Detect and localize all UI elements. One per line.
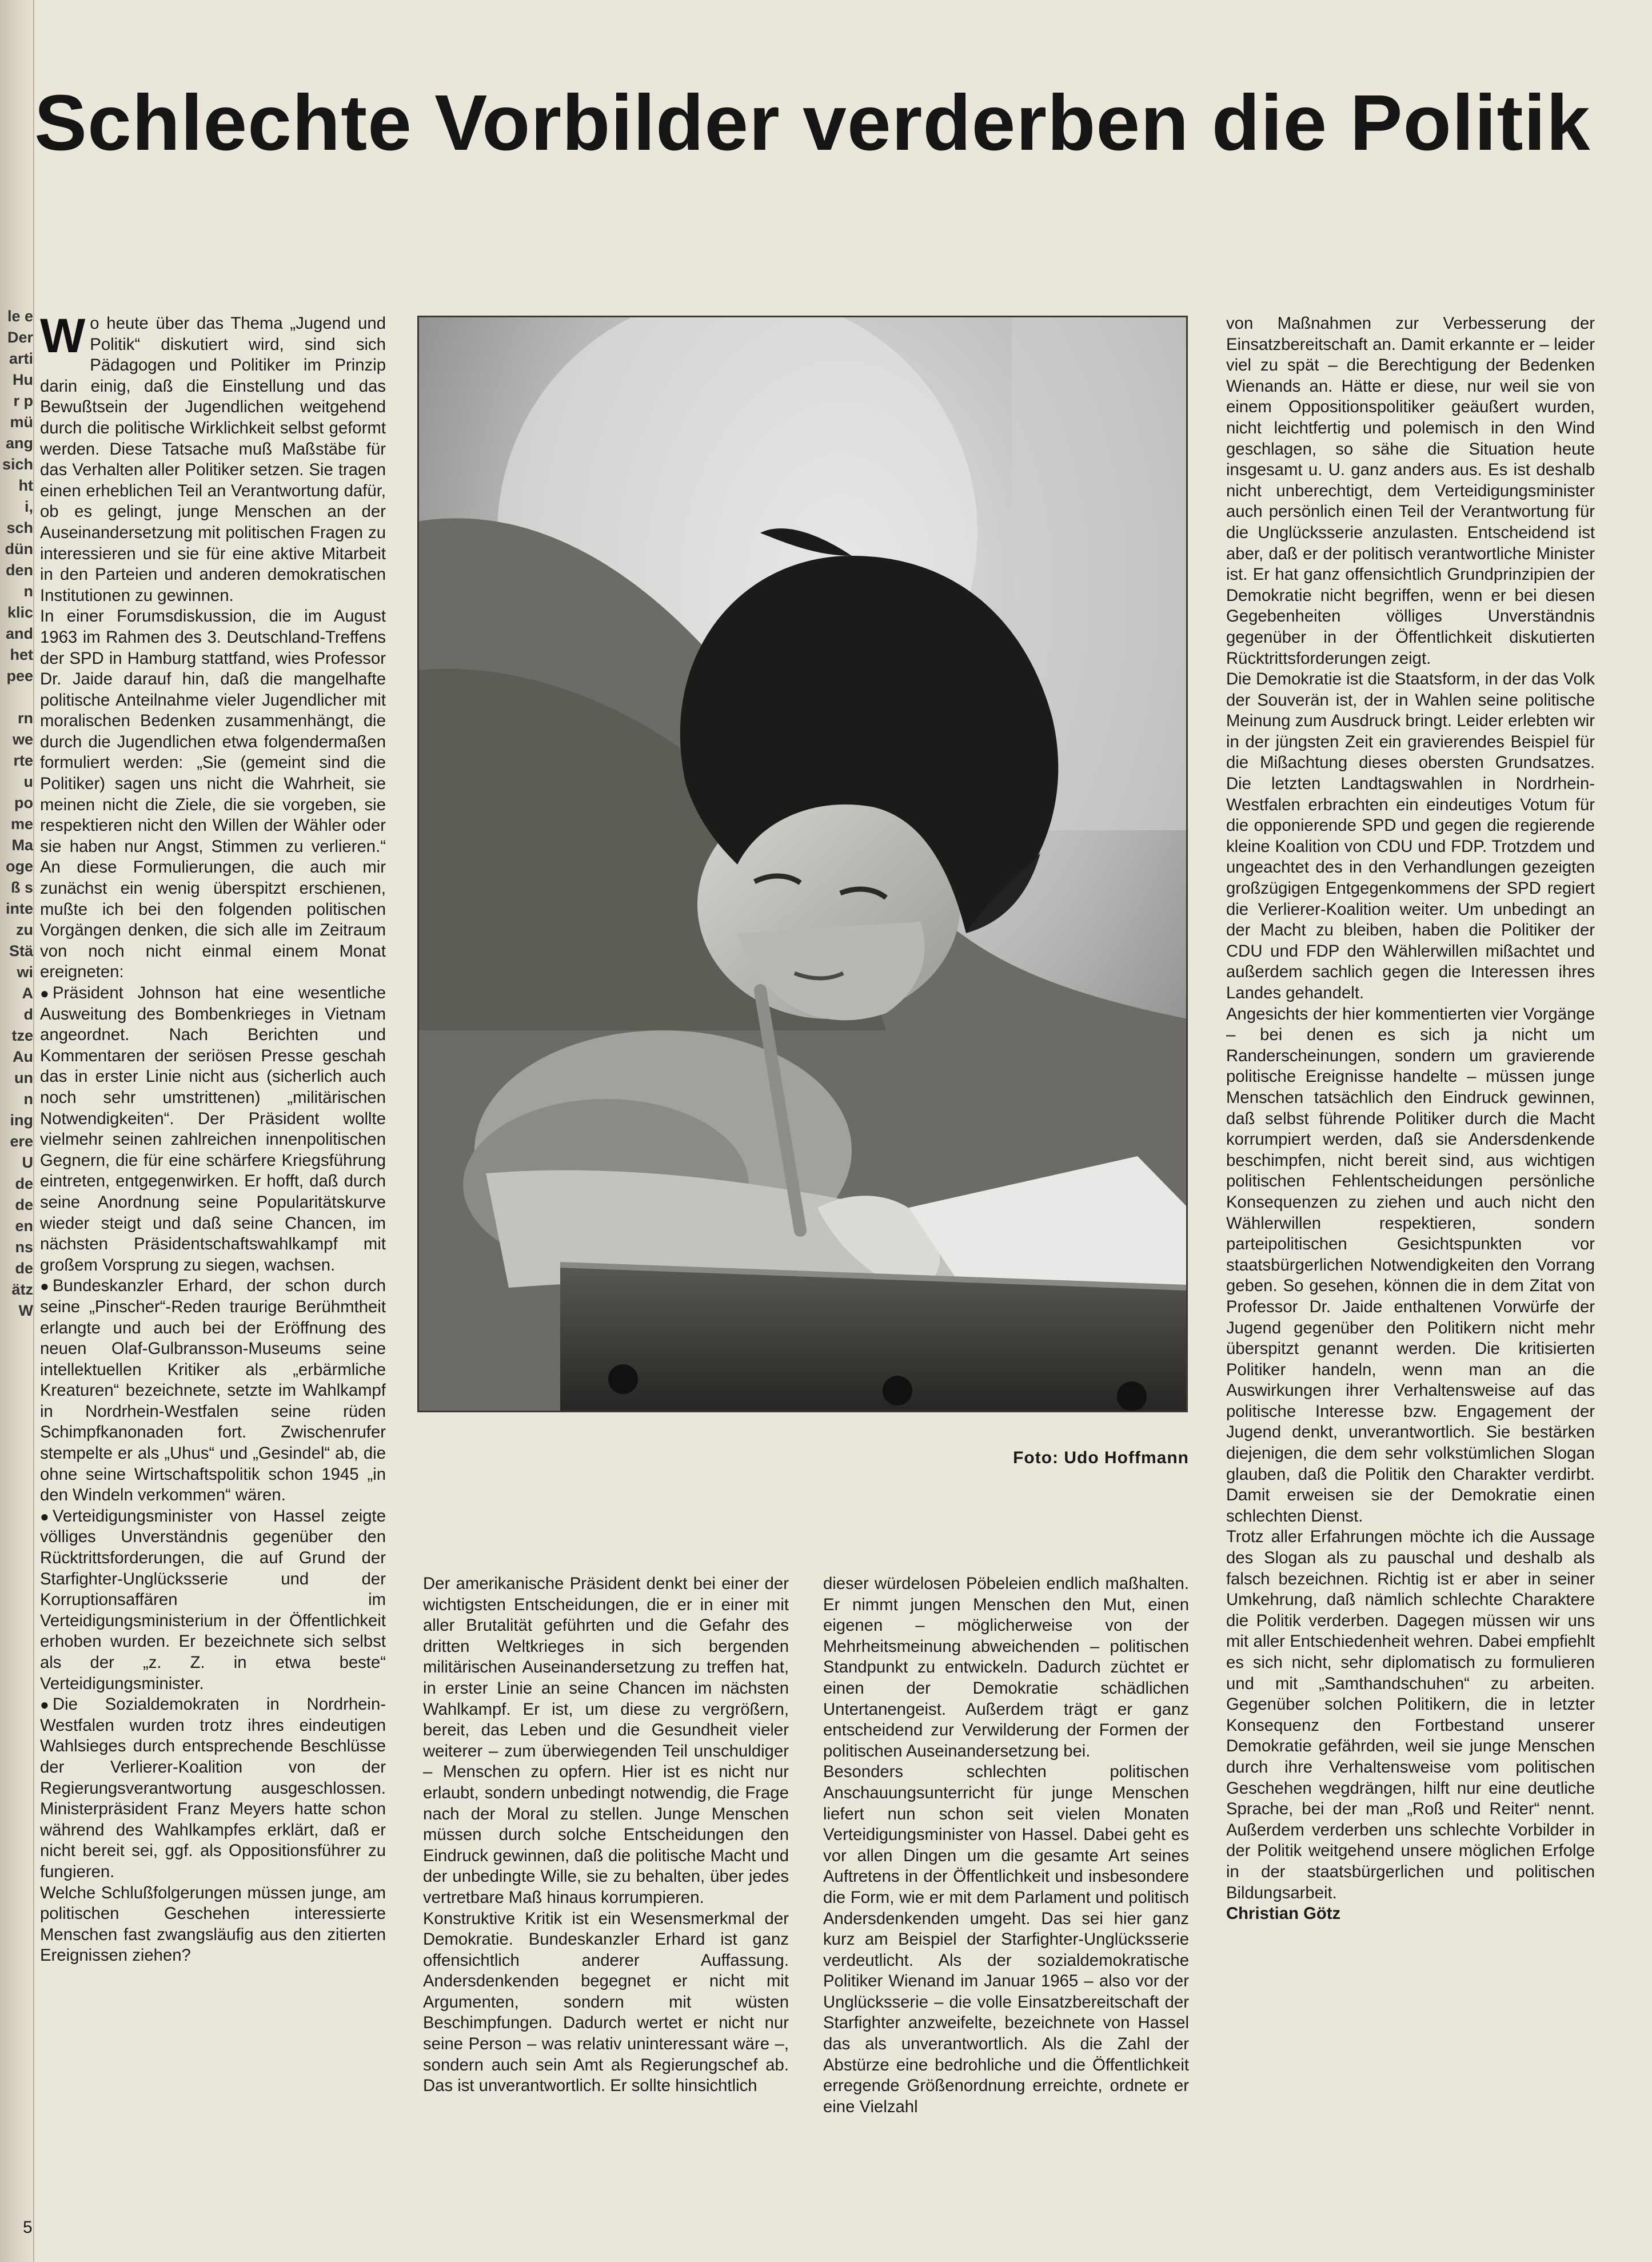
margin-fragment: mü: [10, 413, 33, 431]
margin-fragment: r p: [13, 392, 33, 409]
margin-fragment: sch: [6, 519, 33, 536]
paragraph-text: Die Sozialdemokraten in Nordrhein-Westfalen wurden trotz ihres eindeutigen Wahlsieges durch entsprechende Beschlüsse der Verlierer-Koalition von der Regierungsverantwortung ausgeschlossen. Ministerpräsident Franz Meyers hatte schon während des Wahlkampfes erklärt, daß er nicht bereit sei, ggf. als Oppositionsführer zu fungieren.: [40, 1695, 386, 1881]
headline: Schlechte Vorbilder verderben die Politik: [34, 79, 1591, 168]
margin-fragment: ang: [5, 435, 33, 452]
paragraph: [1226, 313, 1595, 669]
margin-fragment: klic: [7, 604, 33, 621]
margin-fragment: d: [23, 1006, 33, 1023]
paragraph: [40, 313, 386, 606]
paragraph-text: Der amerikanische Präsident denkt bei einer der wichtigsten Entscheidungen, die er in einer mit aller Brutalität geführten und die Gefahr des dritten Weltkrieges in sich bergenden militärischen Auseinandersetzung zu treffen hat, in erster Linie an seine Chancen im nächsten Wahlkampf. Er ist, um diese zu vergrößern, bereit, das Leben und die Gesundheit vieler weiterer – zum überwiegenden Teil unschuldiger – Menschen zu opfern. Hier ist es nicht nur erlaubt, sondern unbedingt notwendig, die Frage nach der Moral zu stellen. Junge Menschen müssen durch solche Entscheidungen den Eindruck gewinnen, daß die politische Macht und der unbedingte Wille, sie zu behalten, über jedes vertretbare Maß hinaus korrumpieren.: [423, 1574, 789, 1907]
margin-fragment: Der: [7, 329, 33, 346]
margin-fragment: A: [22, 985, 33, 1002]
photo-credit: Foto: Udo Hoffmann: [1013, 1448, 1189, 1467]
margin-fragment: dün: [5, 540, 33, 557]
paragraph-text: Präsident Johnson hat eine wesentliche Ausweitung des Bombenkrieges in Vietnam angeordnet. Nach Berichten und Kommentaren der seriösen Presse geschah das in erster Linie nicht aus (sicherlich auch noch sehr umstrittenen) „militärischen Notwendigkeiten“. Der Präsident wollte vielmehr seinen zahlreichen innenpolitischen Gegnern, die für eine schärfere Kriegsführung eintreten, entgegenwirken. Er hofft, daß durch seine Anordnung seine Popularitätskurve wieder steigt und daß seine Chancen, im nächsten Präsidentschaftswahlkampf mit großem Vorsprung zu siegen, wachsen.: [40, 983, 386, 1275]
paragraph-text: Verteidigungsminister von Hassel zeigte völliges Unverständnis gegenüber den Rücktrittsforderungen, die auf Grund der Starfighter-Unglücksserie und der Korruptionsaffären im Verteidigungsministerium in der Öffentlichkeit erhoben wurden. Er bezeichnete sich selbst als der „z. Z. in etwa beste“ Verteidigungsminister.: [40, 1506, 386, 1693]
paragraph: [823, 1574, 1189, 1762]
article-photo: [417, 316, 1188, 1412]
paragraph-text: dieser würdelosen Pöbeleien endlich maßhalten. Er nimmt jungen Menschen den Mut, einen eigenen – möglicherweise von der Mehrheitsmeinung abweichenden – politischen Standpunkt zu entwickeln. Dadurch züchtet er einen der Demokratie schädlichen Untertanengeist. Außerdem trägt er ganz entscheidend zur Verwilderung der Formen der politischen Auseinandersetzung bei.: [823, 1574, 1189, 1761]
paragraph-text: In einer Forumsdiskussion, die im August 1963 im Rahmen des 3. Deutschland-Treffens der SPD in Hamburg stattfand, wies Professor Dr. Jaide darauf hin, daß die mangelhafte politische Anteilnahme vieler Jugendlicher mit moralischen Bedenken zusammenhängt, die durch die Jugendlichen etwa folgendermaßen formuliert werden: „Sie (gemeint sind die Politiker) sagen uns nicht die Wahrheit, sie meinen nicht die Ziele, die sie vorgeben, sie respektieren nicht den Willen der Wähler oder sie haben nur Angst, Stimmen zu verlieren.“ An diese Formulierungen, die auch mir zunächst ein wenig überspitzt erschienen, mußte ich bei den folgenden politischen Vorgängen denken, die sich alle im Zeitraum von noch nicht einmal einem Monat ereigneten:: [40, 607, 386, 982]
bullet-paragraph: [40, 1694, 386, 1882]
margin-fragment: n: [23, 1090, 33, 1108]
margin-fragment: ns: [15, 1238, 33, 1256]
bullet-dot-icon: ●: [40, 1696, 49, 1714]
paragraph: [1226, 1527, 1595, 1903]
margin-fragment: u: [23, 773, 33, 790]
margin-fragment: ätz: [11, 1281, 33, 1298]
margin-strip-previous-page: [0, 0, 34, 2262]
margin-fragment: sich: [2, 456, 33, 473]
margin-fragment: het: [10, 646, 33, 663]
paragraph-text: von Maßnahmen zur Verbesserung der Einsatzbereitschaft an. Damit erkannte er – leider viel zu spät – die Berechtigung der Bedenken Wienands an. Hätte er diese, nur weil sie von einem Oppositionspolitiker geäußert wurden, nicht leichtfertig und polemisch in den Wind geschlagen, so sähe die Situation heute insgesamt u. U. ganz anders aus. Es ist deshalb nicht unberechtigt, dem Verteidigungsminister auch persönlich einen Teil der Verantwortung für die Unglücksserie anzulasten. Entscheidend ist aber, daß er der politisch verantwortliche Minister ist. Er hat ganz offensichtlich Grundprinzipien der Demokratie nicht begriffen, wenn er bei diesen Gegebenheiten völliges Unverständnis gegenüber in der Öffentlichkeit diskutierten Rücktrittsforderungen zeigt.: [1226, 314, 1595, 668]
margin-fragment: po: [14, 794, 33, 811]
paragraph-text: Besonders schlechten politischen Anschauungsunterricht für junge Menschen liefert nun schon seit vielen Monaten Verteidigungsminister von Hassel. Dabei geht es vor allen Dingen um die gesamte Art seines Auftretens in der Öffentlichkeit und insbesondere die Form, wie er mit dem Parlament und politisch Andersdenkenden umgeht. Das sei hier ganz kurz am Beispiel der Starfighter-Unglücksserie verdeutlicht. Als der sozialdemokratische Politiker Wienand im Januar 1965 – also vor der Unglücksserie – die volle Einsatzbereitschaft der Starfighter anzweifelte, bezeichnete von Hassel das als unverantwortlich. Als die Zahl der Abstürze eine bedrohliche und die Öffentlichkeit erregende Größenordnung erreichte, ordnete er eine Vielzahl: [823, 1762, 1189, 2116]
margin-fragment: de: [15, 1260, 33, 1277]
margin-fragment: tze: [11, 1027, 33, 1044]
margin-fragment: pee: [6, 667, 33, 684]
bullet-paragraph: [40, 983, 386, 1276]
article-column-3: [823, 1574, 1189, 2185]
paragraph: [1226, 669, 1595, 1004]
paragraph-text: Welche Schlußfolgerungen müssen junge, am politischen Geschehen interessierte Menschen fast zwangsläufig aus den zitierten Ereignissen ziehen?: [40, 1883, 386, 1965]
margin-fragment: inte: [5, 900, 33, 917]
margin-fragment: ing: [10, 1112, 33, 1129]
margin-fragment: de: [15, 1175, 33, 1192]
article-column-1: [40, 313, 386, 2206]
paragraph-text: Konstruktive Kritik ist ein Wesensmerkmal der Demokratie. Bundeskanzler Erhard ist ganz offensichtlich anderer Auffassung. Andersdenkenden begegnet er nicht mit Argumenten, sondern mit wüsten Beschimpfungen. Dadurch wertet er nicht nur seine Person – was relativ uninteressant wäre –, sondern auch sein Amt als Regierungschef ab. Das ist unverantwortlich. Er sollte hinsichtlich: [423, 1909, 789, 2096]
paragraph-text: Bundeskanzler Erhard, der schon durch seine „Pinscher“-Reden traurige Berühmtheit erlangte und auch bei der Eröffnung des neuen Olaf-Gulbransson-Museums seine intellektuellen Kritiker als „erbärmliche Kreaturen“ bezeichnete, setzte im Wahlkampf in Nordrhein-Westfalen seine rüden Schimpfkanonaden fort. Zwischenrufer stempelte er als „Uhus“ und „Gesindel“ ab, die ohne seine Wirtschaftspolitik schon 1945 „in den Windeln verkommen“ wären.: [40, 1276, 386, 1505]
margin-fragment: U: [22, 1154, 33, 1171]
paragraph: [1226, 1004, 1595, 1527]
bullet-paragraph: [40, 1506, 386, 1694]
paragraph: [40, 606, 386, 983]
margin-fragment: W: [18, 1302, 33, 1319]
margin-fragment: wi: [17, 963, 33, 981]
margin-fragment: Ma: [11, 837, 33, 854]
paragraph-text: Trotz aller Erfahrungen möchte ich die Aussage des Slogan als zu pauschal und deshalb als falsch bezeichnen. Richtig ist er aber in seiner Umkehrung, daß nämlich schlechte Charaktere die Politik verderben. Dagegen müssen wir uns mit aller Entschiedenheit wehren. Dabei empfiehlt es sich nicht, sehr diplomatisch zu formulieren und mit „Samthandschuhen“ zu arbeiten. Gegenüber solchen Politikern, die in letzter Konsequenz den Fortbestand unserer Demokratie gefährden, weil sie junge Menschen durch ihre Verhaltensweise vom politischen Geschehen wegdrängen, hilft nur eine deutliche Sprache, bei der man „Roß und Reiter“ nennt. Außerdem verderben uns schlechte Vorbilder in der Politik weitgehend unsere möglichen Erfolge in der staatsbürgerlichen und politischen Bildungsarbeit.: [1226, 1527, 1595, 1902]
article-column-2: [423, 1574, 789, 2185]
margin-fragment: ht: [18, 477, 33, 494]
margin-fragment: rn: [18, 710, 33, 727]
paragraph-text: o heute über das Thema „Jugend und Politik“ diskutiert wird, sind sich Pädagogen und Politiker im Prinzip darin einig, daß die Einstellung und das Bewußtsein der Jugendlichen weitgehend durch die politische Wirklichkeit selbst geformt werden. Diese Tatsache muß Maßstäbe für das Verhalten aller Politiker setzen. Sie tragen einen erheblichen Teil an Verantwortung dafür, ob es gelingt, junge Menschen an der Auseinandersetzung mit politischen Fragen zu interessieren und sie für eine aktive Mitarbeit in den Parteien und anderen demokratischen Institutionen zu gewinnen.: [40, 314, 386, 605]
margin-fragment: oge: [5, 858, 33, 875]
paragraph: [423, 1574, 789, 1909]
margin-fragment: we: [12, 731, 33, 748]
margin-fragment: ere: [10, 1133, 33, 1150]
margin-fragment: n: [23, 583, 33, 600]
margin-fragment: ß s: [10, 879, 33, 896]
margin-fragment: arti: [9, 350, 33, 367]
margin-fragment: i,: [24, 498, 33, 515]
margin-fragment: Stä: [9, 942, 33, 959]
article-column-4: [1226, 313, 1595, 2200]
paragraph: [823, 1762, 1189, 2117]
paragraph-text: Die Demokratie ist die Staatsform, in der das Volk der Souverän ist, der in Wahlen seine politische Meinung zum Ausdruck bringt. Leider erlebten wir in der jüngsten Zeit ein gravierendes Beispiel für die Mißachtung dieses obersten Grundsatzes. Die letzten Landtagswahlen in Nordrhein-Westfalen erbrachten ein eindeutiges Votum für die opponierende SPD und gegen die regierende kleine Koalition von CDU und FDP. Trotzdem und ungeachtet des in den Verhandlungen gezeigten großzügigen Entgegenkommens der SPD regiert die Verlierer-Koalition weiter. Um unbedingt an der Macht zu bleiben, haben die Politiker der CDU und FDP den Wählerwillen mißachtet und außerdem sachlich gegen die Interessen ihres Landes gehandelt.: [1226, 670, 1595, 1002]
bullet-dot-icon: ●: [40, 985, 49, 1002]
paragraph: [40, 1883, 386, 1966]
margin-fragment: le e: [7, 308, 33, 325]
margin-fragment: un: [14, 1069, 33, 1086]
margin-fragment: Hu: [13, 371, 33, 388]
margin-fragment: en: [15, 1217, 33, 1234]
margin-fragment: zu: [16, 921, 33, 938]
author-signature: Christian Götz: [1226, 1904, 1341, 1924]
margin-fragment: rte: [13, 752, 33, 769]
bullet-dot-icon: ●: [40, 1507, 49, 1525]
margin-fragment: Au: [13, 1048, 33, 1065]
paragraph-text: Angesichts der hier kommentierten vier Vorgänge – bei denen es sich ja nicht um Randerscheinungen, sondern um gravierende politische Ereignisse handelte – müssen junge Menschen tatsächlich den Eindruck gewinnen, daß selbst führende Politiker durch die Macht korrumpiert werden, daß sie Andersdenkende beschimpfen, nicht bereit sind, aus wichtigen politischen Fehlentscheidungen persönliche Konsequenzen zu ziehen und auch nicht den Wählerwillen respektieren, sondern parteipolitischen Gesichtspunkten vor staatsbürgerlichen Notwendigkeiten den Vorrang geben. So gesehen, können die in dem Zitat von Professor Dr. Jaide enthaltenen Vorwürfe der Jugend gegenüber den Politikern nicht mehr überspitzt genannt werden. Die kritisierten Politiker handeln, wenn man an die Auswirkungen ihrer Verhaltensweise auf das politische Interesse bzw. Engagement der Jugend denkt, unverantwortlich. Sie bestärken diejenigen, die dem sehr volkstümlichen Slogan glauben, daß die Politik den Charakter verdirbt. Damit erweisen sie der Demokratie einen schlechten Dienst.: [1226, 1004, 1595, 1526]
bullet-dot-icon: ●: [40, 1277, 49, 1295]
margin-fragment: me: [10, 815, 33, 833]
paragraph: [423, 1909, 789, 2097]
margin-fragment: de: [15, 1196, 33, 1213]
dropcap: W: [40, 313, 86, 363]
margin-fragment: and: [5, 625, 33, 642]
margin-fragment: den: [5, 561, 33, 579]
page-number: 5: [23, 2218, 33, 2237]
bullet-paragraph: [40, 1276, 386, 1506]
